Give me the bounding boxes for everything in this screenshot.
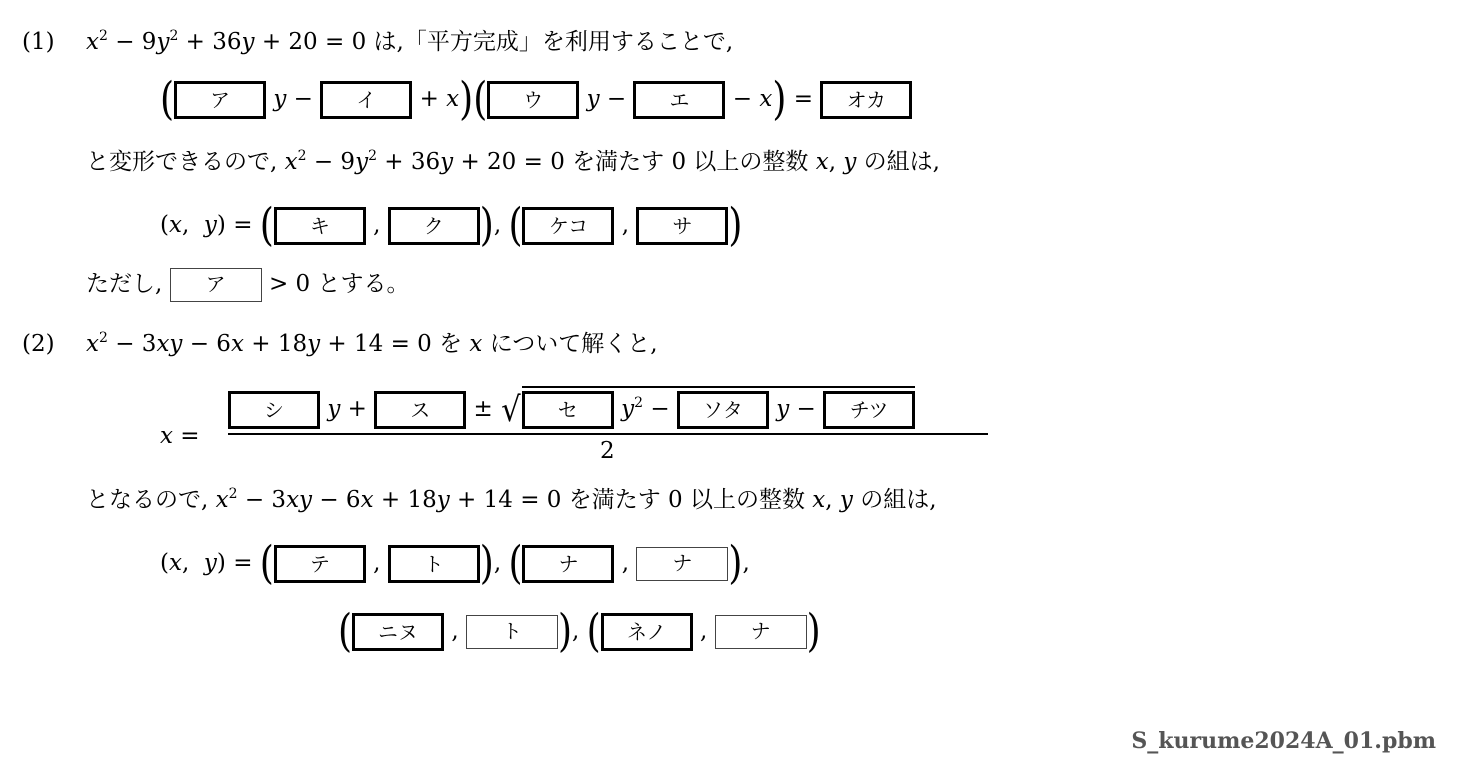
text: ただし,	[86, 271, 163, 297]
answer-box-te[interactable]: テ	[274, 545, 366, 583]
answer-box-to-reference: ト	[466, 615, 558, 649]
text: を満たす 0 以上の整数	[568, 487, 805, 513]
problem-2-label: (2)	[22, 331, 55, 357]
problem-1-note	[86, 268, 409, 302]
problem-1-label: (1)	[22, 29, 55, 55]
radicand: セ $y^2$ − ソタ y − チツ	[522, 386, 915, 429]
problem-1-intro-text: は,「平方完成」を利用することで,	[366, 29, 734, 55]
problem-2-solution-pairs-row2: ( ニヌ , ト ), ( ネノ , ナ )	[338, 605, 821, 657]
answer-box-ninu[interactable]: ニヌ	[352, 613, 444, 651]
answer-box-u[interactable]: ウ	[487, 81, 579, 119]
answer-box-neno[interactable]: ネノ	[601, 613, 693, 651]
numerator: シ y + ス ± √ セ $y^2$ − ソタ y − チツ	[228, 386, 915, 429]
text: の組は,	[863, 149, 940, 175]
answer-box-ku[interactable]: ク	[388, 207, 480, 245]
answer-box-na-reference: ナ	[636, 547, 728, 581]
answer-box-a-reference: ア	[170, 268, 262, 302]
answer-box-e[interactable]: エ	[633, 81, 725, 119]
answer-box-ki[interactable]: キ	[274, 207, 366, 245]
answer-box-oka[interactable]: オカ	[820, 81, 912, 119]
answer-box-shi[interactable]: シ	[228, 391, 320, 429]
answer-box-sota[interactable]: ソタ	[677, 391, 769, 429]
answer-box-su[interactable]: ス	[374, 391, 466, 429]
denominator: 2	[600, 438, 615, 464]
problem-1-factored-equation: ( ア y − イ + x)( ウ y − エ − x) = オカ	[160, 80, 912, 120]
answer-box-chitsu[interactable]: チツ	[823, 391, 915, 429]
problem-1-intro: $x^2 - 9y^2 + 36y + 20 = 0$ は,「平方完成」を利用することで,	[86, 28, 734, 55]
answer-box-se[interactable]: セ	[522, 391, 614, 429]
problem-1-condition-line: と変形できるので, $x^2 - 9y^2 + 36y + 20 = 0$ を満たす 0 以上の整数 x, y の組は,	[86, 148, 940, 175]
text: > 0 とする。	[268, 271, 410, 297]
text: と変形できるので,	[86, 149, 278, 175]
answer-box-to[interactable]: ト	[388, 545, 480, 583]
source-filename: S_kurume2024A_01.pbm	[1131, 728, 1436, 754]
answer-box-i[interactable]: イ	[320, 81, 412, 119]
text: を満たす 0 以上の整数	[572, 149, 809, 175]
text: となるので,	[86, 487, 209, 513]
problem-2-condition-line: となるので, $x^2 - 3xy - 6x + 18y + 14 = 0$ を満たす 0 以上の整数 x, y の組は,	[86, 486, 937, 513]
answer-box-na-reference-2: ナ	[715, 615, 807, 649]
x-equals: x =	[160, 423, 200, 449]
answer-box-na[interactable]: ナ	[522, 545, 614, 583]
answer-box-keko[interactable]: ケコ	[522, 207, 614, 245]
problem-1-solution-pairs: (x, y) = ( キ , ク ), ( ケコ , サ )	[160, 199, 743, 251]
fraction-bar	[228, 433, 988, 435]
problem-2-intro: $x^2 - 3xy - 6x + 18y + 14 = 0$ を x について解くと,	[86, 330, 658, 357]
problem-2-solution-pairs-row1: (x, y) = ( テ , ト ), ( ナ , ナ ),	[160, 537, 750, 589]
answer-box-a[interactable]: ア	[174, 81, 266, 119]
text: の組は,	[860, 487, 937, 513]
answer-box-sa[interactable]: サ	[636, 207, 728, 245]
sqrt-symbol: √	[501, 390, 521, 430]
